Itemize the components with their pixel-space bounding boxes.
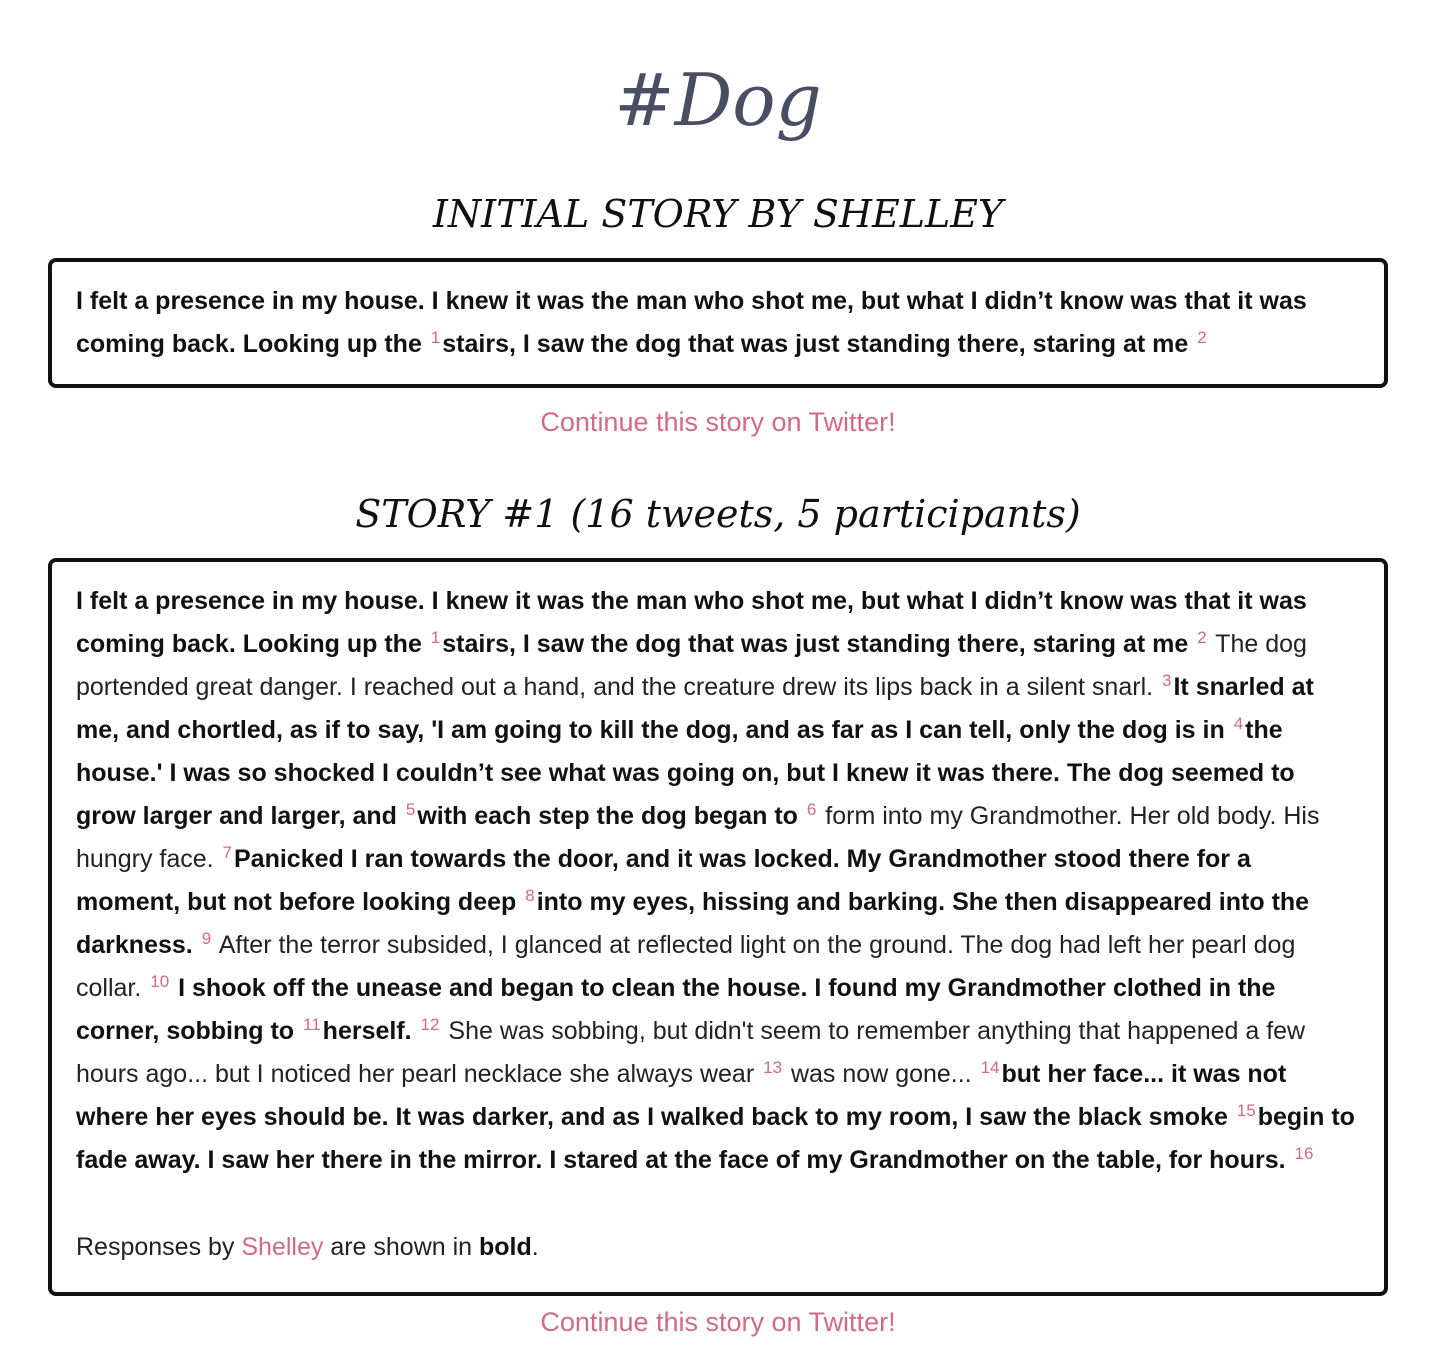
legend-suffix: . [531,1233,539,1261]
footnote-link[interactable]: 15 [1236,1101,1256,1120]
author-tweet-text: I felt a presence in my house. I knew it was the man who shot me, but what I didn’t know was that it was coming back. Looking up the [76,287,1307,358]
tweet-text: was now gone... [784,1060,979,1088]
continue-on-twitter-link[interactable]: Continue this story on Twitter! [540,407,896,437]
footnote-link[interactable]: 1 [430,328,441,347]
author-tweet-text: stairs, I saw the dog that was just standing there, staring at me [442,330,1196,358]
story-heading: STORY #1 (16 tweets, 5 participants) [355,492,1081,536]
legend-bold-word: bold [479,1233,532,1261]
author-tweet-text: herself. [322,1017,419,1045]
initial-story-box [48,258,1388,388]
bold-legend [76,1230,1360,1264]
tweet-text: form into my Grandmother. Her old body. His hungry face. [76,802,1320,873]
tweet-text: After the terror subsided, I glanced at reflected light on the ground. The dog had left her pearl dog collar. [76,931,1296,1002]
legend-prefix: Responses by [76,1233,242,1261]
author-tweet-text: the house.' I was so shocked I couldn’t see what was going on, but I knew it was there. The dog seemed to grow larger and larger, and [76,716,1295,830]
author-tweet-text: but her face... it was not where her eyes should be. It was darker, and as I walked back to my room, I saw the black smoke [76,1060,1287,1131]
footnote-link[interactable]: 11 [303,1015,321,1034]
author-tweet-text: Panicked I ran towards the door, and it was locked. My Grandmother stood there for a moment, but not before looking deep [76,845,1251,916]
tweet-text: The dog portended great danger. I reached out a hand, and the creature drew its lips back in a silent snarl. [76,630,1307,701]
initial-story-text [76,280,1360,366]
footnote-link[interactable]: 9 [201,929,212,948]
footnote-link[interactable]: 12 [420,1015,440,1034]
author-tweet-text: begin to fade away. I saw her there in the mirror. I stared at the face of my Grandmother on the table, for hours. [76,1103,1355,1174]
footnote-link[interactable]: 5 [405,800,416,819]
initial-story-heading: INITIAL STORY BY SHELLEY [432,192,1004,236]
author-tweet-text: I shook off the unease and began to clean the house. I found my Grandmother clothed in the corner, sobbing to [76,974,1276,1045]
footnote-link[interactable]: 16 [1294,1144,1314,1163]
footnote-link[interactable]: 14 [980,1058,1000,1077]
footnote-link[interactable]: 2 [1197,328,1207,347]
legend-middle: are shown in [323,1233,480,1261]
footnote-link[interactable]: 13 [763,1058,783,1077]
author-link[interactable]: Shelley [241,1233,324,1261]
author-tweet-text: into my eyes, hissing and barking. She then disappeared into the darkness. [76,888,1310,959]
footnote-link[interactable]: 10 [150,972,170,991]
footnote-link[interactable]: 2 [1197,628,1207,647]
author-tweet-text: It snarled at me, and chortled, as if to say, 'I am going to kill the dog, and as far as I can tell, only the dog is in [76,673,1314,744]
footnote-link[interactable]: 1 [430,628,441,647]
footnote-link[interactable]: 8 [525,886,535,905]
footnote-link[interactable]: 7 [222,843,232,862]
page-title: #Dog [614,58,822,142]
footnote-link[interactable]: 3 [1162,671,1172,690]
author-tweet-text: I felt a presence in my house. I knew it was the man who shot me, but what I didn’t know was that it was coming back. Looking up the [76,587,1307,658]
continue-on-twitter-link[interactable]: Continue this story on Twitter! [540,1307,896,1337]
author-tweet-text: stairs, I saw the dog that was just standing there, staring at me [442,630,1196,658]
story-text [76,580,1360,1182]
story-box [48,558,1388,1296]
tweet-text: She was sobbing, but didn't seem to remember anything that happened a few hours ago... but I noticed her pearl necklace she always wear [76,1017,1306,1088]
footnote-link[interactable]: 4 [1233,714,1244,733]
footnote-link[interactable]: 6 [806,800,817,819]
author-tweet-text: with each step the dog began to [417,802,805,830]
